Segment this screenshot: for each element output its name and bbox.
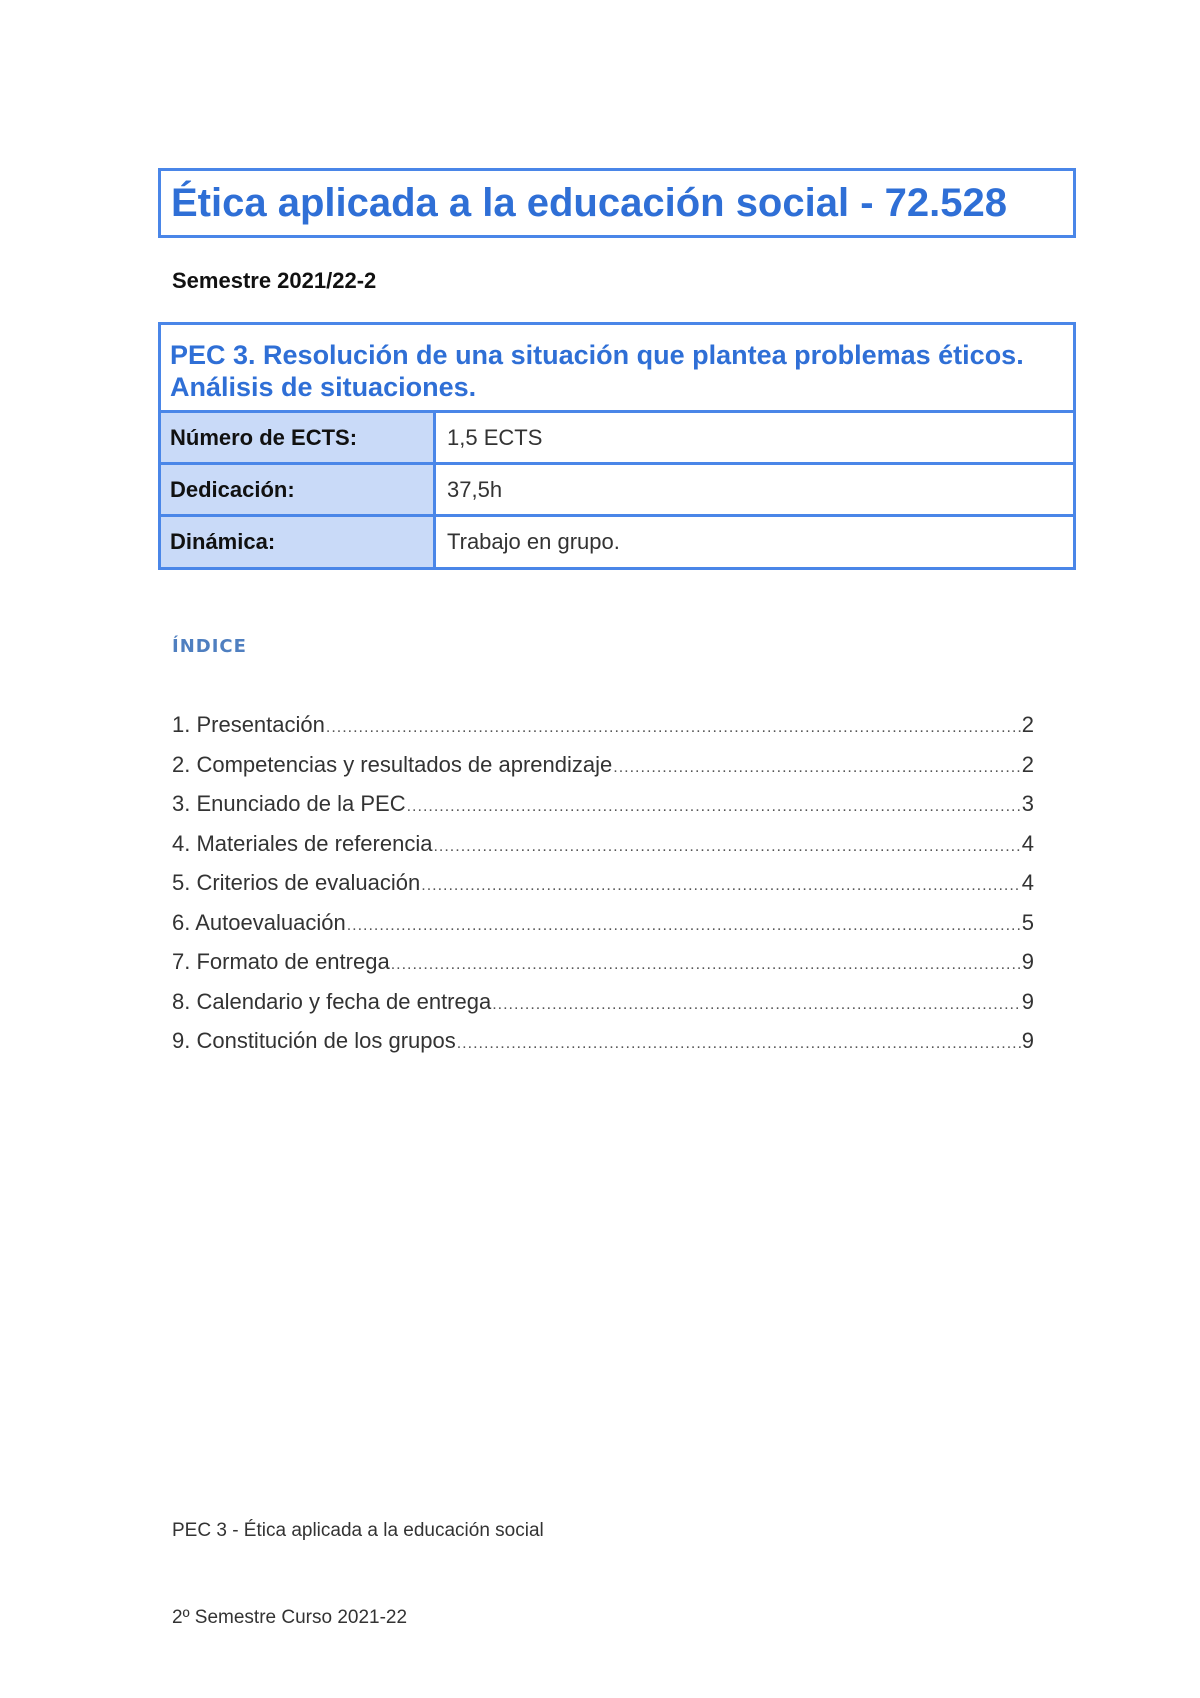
toc-leader-dots xyxy=(391,956,1021,974)
pec-row-dinamica xyxy=(161,517,1073,567)
pec-row-value: 1,5 ECTS xyxy=(447,424,543,450)
table-of-contents xyxy=(172,712,1034,1068)
toc-leader-dots xyxy=(613,759,1020,777)
toc-item-page: 9 xyxy=(1021,949,1034,974)
toc-item-label: 3. Enunciado de la PEC xyxy=(172,791,406,816)
document-title: Ética aplicada a la educación social - 72.528 xyxy=(171,180,1007,225)
pec-row-value: 37,5h xyxy=(447,476,503,502)
toc-item-label: 1. Presentación xyxy=(172,712,325,737)
toc-item[interactable] xyxy=(172,831,1034,871)
toc-item-page: 2 xyxy=(1021,751,1034,777)
pec-row-dedicacion xyxy=(161,465,1073,517)
toc-item[interactable] xyxy=(172,1028,1034,1068)
pec-info-table xyxy=(158,322,1076,570)
toc-item-page: 4 xyxy=(1021,870,1034,895)
footer-semester-line: 2º Semestre Curso 2021-22 xyxy=(172,1607,408,1628)
pec-row-ects xyxy=(161,413,1073,465)
toc-leader-dots xyxy=(457,1035,1021,1053)
semester-label: Semestre 2021/22-2 xyxy=(172,268,377,293)
toc-item-page: 4 xyxy=(1021,830,1034,856)
pec-row-label: Dedicación: xyxy=(161,465,436,514)
toc-item[interactable] xyxy=(172,949,1034,989)
toc-item-label: 6. Autoevaluación xyxy=(172,909,346,935)
toc-leader-dots xyxy=(326,719,1021,737)
toc-leader-dots xyxy=(433,838,1020,856)
toc-item-label: 2. Competencias y resultados de aprendizaje xyxy=(172,751,613,777)
index-heading: ÍNDICE xyxy=(172,636,247,657)
toc-item[interactable] xyxy=(172,752,1034,792)
toc-leader-dots xyxy=(347,917,1021,935)
toc-leader-dots xyxy=(407,798,1021,816)
document-title-box xyxy=(158,168,1076,238)
toc-item[interactable] xyxy=(172,712,1034,752)
toc-item[interactable] xyxy=(172,910,1034,950)
toc-item-label: 9. Constitución de los grupos xyxy=(172,1028,456,1053)
toc-item-label: 8. Calendario y fecha de entrega xyxy=(172,988,492,1014)
toc-item-label: 4. Materiales de referencia xyxy=(172,830,433,856)
toc-item-page: 2 xyxy=(1021,712,1034,737)
toc-leader-dots xyxy=(492,996,1021,1014)
toc-item-page: 9 xyxy=(1021,988,1034,1014)
toc-item[interactable] xyxy=(172,791,1034,831)
toc-leader-dots xyxy=(421,877,1021,895)
toc-item[interactable] xyxy=(172,870,1034,910)
toc-item-label: 5. Criterios de evaluación xyxy=(172,870,421,895)
toc-item-page: 5 xyxy=(1021,909,1034,935)
pec-row-value: Trabajo en grupo. xyxy=(447,529,620,554)
toc-item-page: 3 xyxy=(1021,791,1034,816)
footer-course-line: PEC 3 - Ética aplicada a la educación social xyxy=(172,1520,544,1541)
pec-row-label: Número de ECTS: xyxy=(161,413,436,462)
toc-item-label: 7. Formato de entrega xyxy=(172,949,390,974)
pec-row-label: Dinámica: xyxy=(161,517,436,567)
toc-item-page: 9 xyxy=(1021,1028,1034,1053)
toc-item[interactable] xyxy=(172,989,1034,1029)
pec-title: PEC 3. Resolución de una situación que plantea problemas éticos. Análisis de situaciones. xyxy=(161,325,1073,413)
